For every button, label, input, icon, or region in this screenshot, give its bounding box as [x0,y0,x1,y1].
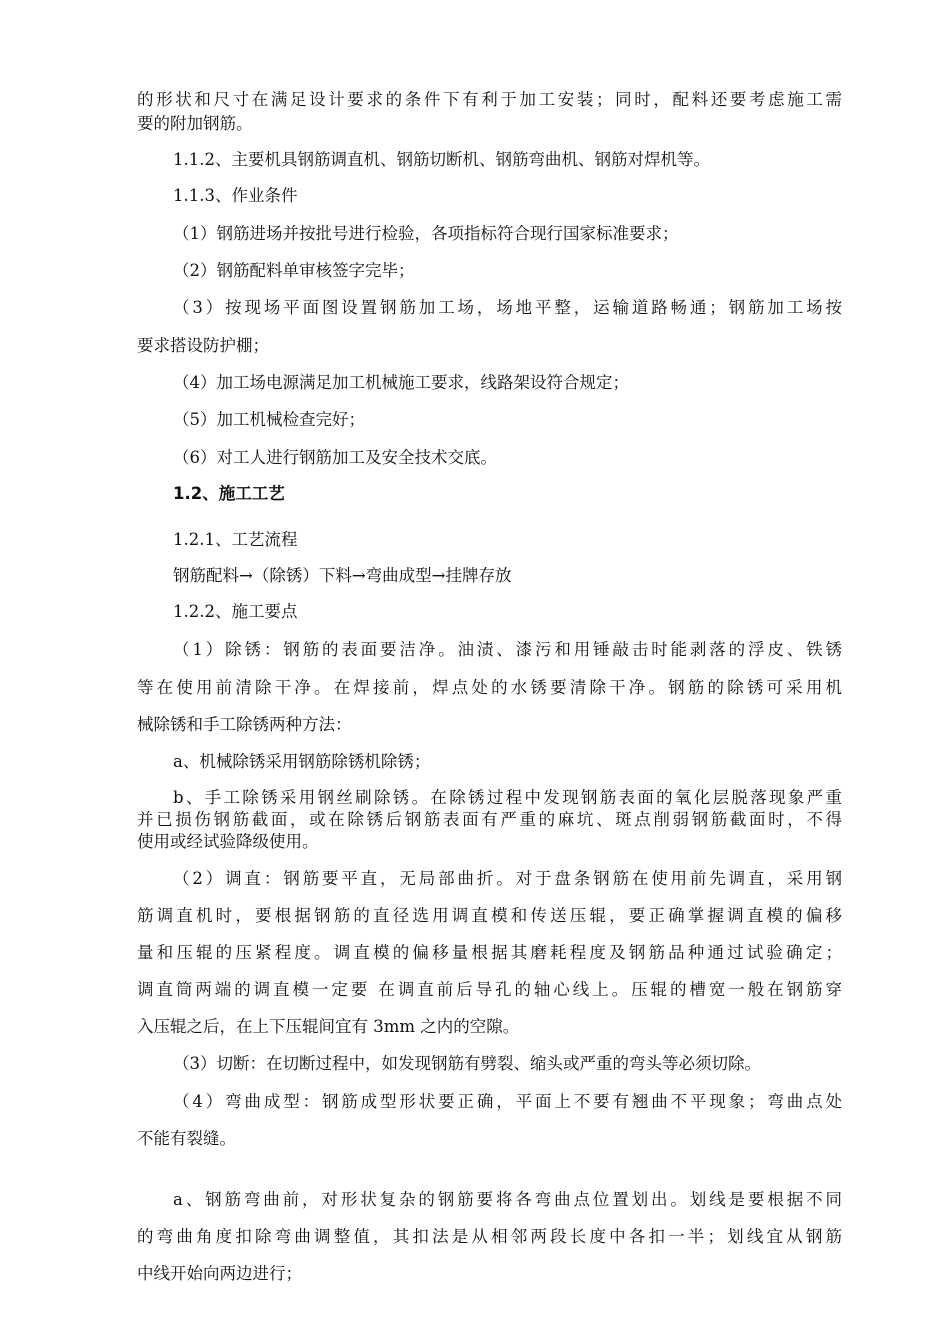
text-line: 筋调直机时，要根据钢筋的直径选用调直模和传送压辊，要正确掌握调直模的偏移 [137,906,842,925]
text-line: 等在使用前清除干净。在焊接前，焊点处的水锈要清除干净。钢筋的除锈可采用机 [137,678,842,697]
text-line: 并已损伤钢筋截面，或在除锈后钢筋表面有严重的麻坑、斑点削弱钢筋截面时，不得 [137,810,842,829]
text-line: 1.2.1、工艺流程 [173,530,298,549]
text-line: （5）加工机械检查完好； [173,410,365,429]
text-line: （2）钢筋配料单审核签字完毕； [173,261,415,280]
text-line: （6）对工人进行钢筋加工及安全技术交底。 [173,448,497,467]
text-line: 入压辊之后，在上下压辊间宜有 3mm 之内的空隙。 [137,1017,520,1036]
text-line: 要求搭设防护棚； [137,336,269,355]
text-line: 的弯曲角度扣除弯曲调整值，其扣法是从相邻两段长度中各扣一半；划线宜从钢筋 [137,1227,842,1246]
text-line: 械除锈和手工除锈两种方法： [137,715,352,734]
text-line: a、机械除锈采用钢筋除锈机除锈； [173,752,431,771]
text-line: 1.1.2、主要机具钢筋调直机、钢筋切断机、钢筋弯曲机、钢筋对焊机等。 [173,150,710,169]
text-line: 钢筋配料→（除锈）下料→弯曲成型→挂牌存放 [173,566,512,585]
text-line: （2）调直：钢筋要平直，无局部曲折。对于盘条钢筋在使用前先调直，采用钢 [173,869,842,888]
text-line: 的形状和尺寸在满足设计要求的条件下有利于加工安装；同时，配料还要考虑施工需 [137,90,842,109]
text-line: a、钢筋弯曲前，对形状复杂的钢筋要将各弯曲点位置划出。划线是要根据不同 [173,1190,842,1209]
text-line: 不能有裂缝。 [137,1129,236,1148]
text-line: （1）钢筋进场并按批号进行检验，各项指标符合现行国家标准要求； [173,224,679,243]
text-line: （3）按现场平面图设置钢筋加工场，场地平整，运输道路畅通；钢筋加工场按 [173,298,842,317]
text-line: （1）除锈：钢筋的表面要洁净。油渍、漆污和用锤敲击时能剥落的浮皮、铁锈 [173,640,842,659]
text-line: （4）加工场电源满足加工机械施工要求，线路架设符合规定； [173,373,629,392]
text-line: 量和压辊的压紧程度。调直模的偏移量根据其磨耗程度及钢筋品种通过试验确定； [137,943,842,962]
text-line: 1.2.2、施工要点 [173,602,298,621]
text-line: 1.1.3、作业条件 [173,186,298,205]
text-line: b、手工除锈采用钢丝刷除锈。在除锈过程中发现钢筋表面的氧化层脱落现象严重 [173,788,842,807]
text-line: 要的附加钢筋。 [137,114,253,133]
text-line: （4）弯曲成型：钢筋成型形状要正确，平面上不要有翘曲不平现象；弯曲点处 [173,1092,842,1111]
text-line: 中线开始向两边进行； [137,1264,302,1283]
section-heading: 1.2、施工工艺 [173,484,285,503]
text-line: 调直筒两端的调直模一定要 在调直前后导孔的轴心线上。压辊的槽宽一般在钢筋穿 [137,980,842,999]
text-line: 使用或经试验降级使用。 [137,832,319,851]
text-line: （3）切断：在切断过程中，如发现钢筋有劈裂、缩头或严重的弯头等必须切除。 [173,1054,761,1073]
